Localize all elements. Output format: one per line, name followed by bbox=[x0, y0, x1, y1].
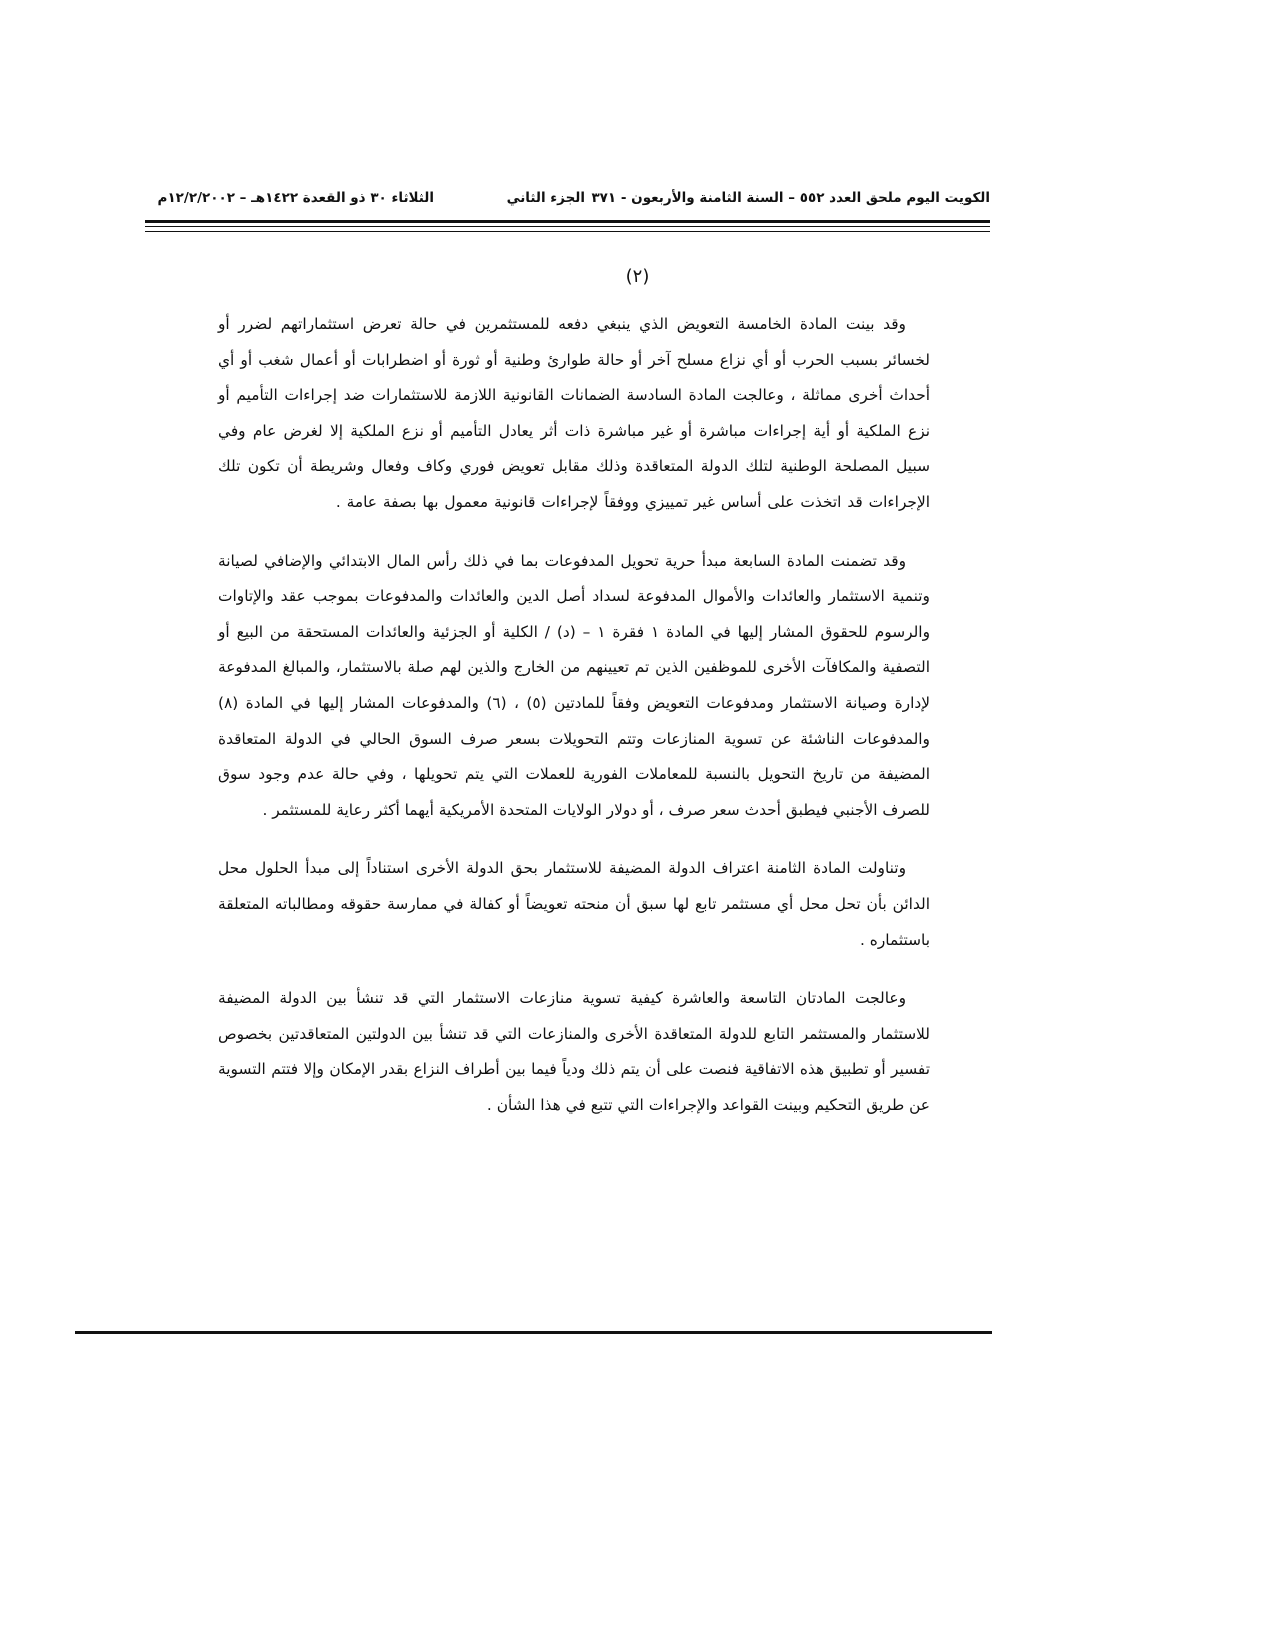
header-rule-thin bbox=[145, 226, 990, 227]
header-publication: الكويت اليوم ملحق العدد ٥٥٢ – السنة الثامنة والأربعون - ٣٧١ bbox=[591, 190, 990, 206]
header-part: الجزء الثاني bbox=[506, 190, 585, 206]
footer-rule bbox=[75, 1331, 992, 1334]
paragraph-article-9-10: وعالجت المادتان التاسعة والعاشرة كيفية تسوية منازعات الاستثمار التي قد تنشأ بين الدولة المضيفة للاستثمار والمستثمر التابع للدولة المتعاقدة الأخرى والمنازعات التي قد تنشأ بين الدولتين المتعاقدتين بخصوص تفسير أو تطبيق هذه الاتفاقية فنصت على أن يتم ذلك ودياً فيما بين أطراف النزاع بقدر الإمكان وإلا فتتم التسوية عن طريق التحكيم وبينت القواعد والإجراءات التي تتبع في هذا الشأن . bbox=[218, 989, 930, 1114]
paragraph-article-7: وقد تضمنت المادة السابعة مبدأ حرية تحويل المدفوعات بما في ذلك رأس المال الابتدائي والإضافي لصيانة وتنمية الاستثمار والعائدات والأموال المدفوعة لسداد أصل الدين والعائدات والمدفوعات بموجب عقد والإتاوات والرسوم للحقوق المشار إليها في المادة ١ فقرة ١ – (د) / الكلية أو الجزئية والعائدات المستحقة من البيع أو التصفية والمكافآت الأخرى للموظفين الذين تم تعيينهم من الخارج والذين لهم صلة بالاستثمار، والمبالغ المدفوعة لإدارة وصيانة الاستثمار ومدفوعات التعويض وفقاً للمادتين (٥) ، (٦) والمدفوعات المشار إليها في المادة (٨) والمدفوعات الناشئة عن تسوية المنازعات وتتم التحويلات بسعر صرف السوق الحالي في الدولة المتعاقدة المضيفة من تاريخ التحويل بالنسبة للمعاملات الفورية للعملات التي يتم تحويلها ، وفي حالة عدم وجود سوق للصرف الأجنبي فيطبق أحدث سعر صرف ، أو دولار الولايات المتحدة الأمريكية أيهما أكثر رعاية للمستثمر . bbox=[218, 551, 930, 819]
page-number: (٢) bbox=[625, 266, 650, 287]
document-body bbox=[218, 307, 930, 1146]
header-rule-thick bbox=[145, 220, 990, 223]
paragraph-article-5-6: وقد بينت المادة الخامسة التعويض الذي ينبغي دفعه للمستثمرين في حالة تعرض استثماراتهم لضرر أو لخسائر بسبب الحرب أو أي نزاع مسلح آخر أو حالة طوارئ وطنية أو ثورة أو اضطرابات أو أعمال شغب أو أي أحداث أخرى مماثلة ، وعالجت المادة السادسة الضمانات القانونية اللازمة للاستثمارات ضد إجراءات التأميم أو نزع الملكية أو أية إجراءات مباشرة أو غير مباشرة ذات أثر يعادل التأميم أو نزع الملكية إلا لغرض عام وفي سبيل المصلحة الوطنية لتلك الدولة المتعاقدة وذلك مقابل تعويض فوري وكاف وفعال وشريطة أن تكون تلك الإجراءات قد اتخذت على أساس غير تمييزي ووفقاً لإجراءات قانونية معمول بها بصفة عامة . bbox=[218, 315, 930, 511]
header-rule-thin-2 bbox=[145, 231, 990, 232]
header-date: الثلاثاء ٣٠ ذو القعدة ١٤٢٢هـ – ١٢/٢/٢٠٠٢م bbox=[157, 190, 434, 206]
paragraph-article-8: وتناولت المادة الثامنة اعتراف الدولة المضيفة للاستثمار بحق الدولة الأخرى استناداً إلى مبدأ الحلول محل الدائن بأن تحل محل أي مستثمر تابع لها سبق أن منحته تعويضاً أو كفالة في ممارسة حقوقه ومطالباته المتعلقة باستثماره . bbox=[218, 859, 930, 949]
running-header bbox=[140, 190, 990, 216]
